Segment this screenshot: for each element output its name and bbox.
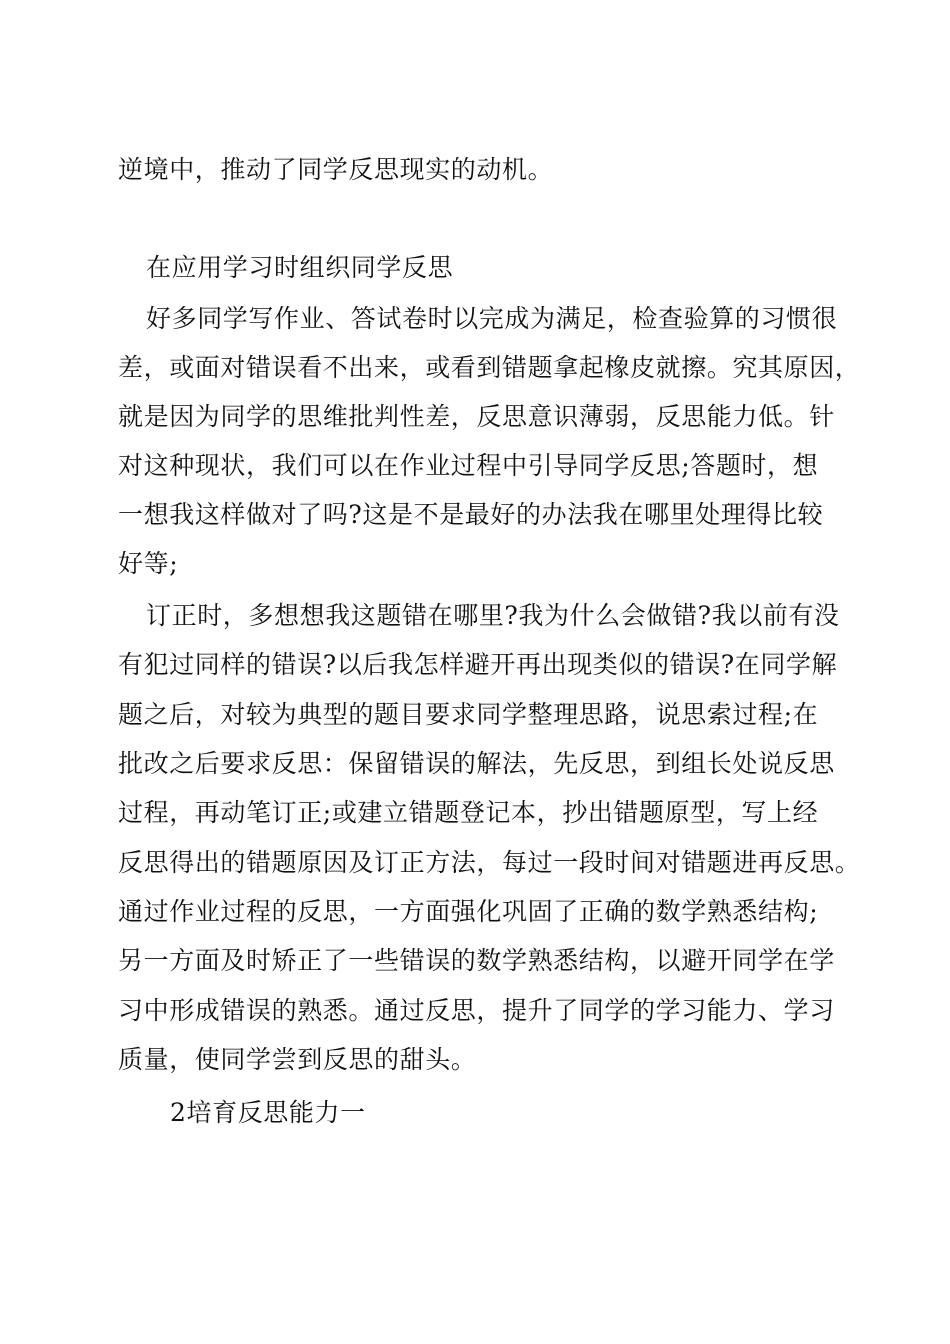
text-line-3: 好多同学写作业、答试卷时以完成为满足，检查验算的习惯很 <box>146 304 838 333</box>
text-line-12: 批改之后要求反思：保留错误的解法，先反思，到组长处说反思 <box>118 749 835 778</box>
text-line-16: 另一方面及时矫正了一些错误的数学熟悉结构，以避开同学在学 <box>118 946 835 975</box>
subsection-heading: 2培育反思能力一 <box>170 1098 366 1127</box>
text-line-1: 逆境中，推动了同学反思现实的动机。 <box>118 155 554 184</box>
text-line-18: 质量，使同学尝到反思的甜头。 <box>118 1045 477 1074</box>
text-line-11: 题之后，对较为典型的题目要求同学整理思路，说思索过程;在 <box>118 700 819 729</box>
text-line-4: 差，或面对错误看不出来，或看到错题拿起橡皮就擦。究其原因， <box>118 353 861 382</box>
section-heading: 在应用学习时组织同学反思 <box>146 253 454 282</box>
text-line-7: 一想我这样做对了吗?这是不是最好的办法我在哪里处理得比较 <box>118 500 824 529</box>
text-line-13: 过程，再动笔订正;或建立错题登记本，抄出错题原型，写上经 <box>118 798 819 827</box>
text-line-9: 订正时，多想想我这题错在哪里?我为什么会做错?我以前有没 <box>146 601 840 630</box>
text-line-10: 有犯过同样的错误?以后我怎样避开再出现类似的错误?在同学解 <box>118 650 838 679</box>
text-line-17: 习中形成错误的熟悉。通过反思，提升了同学的学习能力、学习 <box>118 996 835 1025</box>
text-line-15: 通过作业过程的反思，一方面强化巩固了正确的数学熟悉结构; <box>118 897 819 926</box>
text-line-6: 对这种现状，我们可以在作业过程中引导同学反思;答题时，想 <box>118 451 819 480</box>
text-line-5: 就是因为同学的思维批判性差，反思意识薄弱，反思能力低。针 <box>118 402 835 431</box>
text-line-8: 好等; <box>118 549 179 578</box>
text-line-14: 反思得出的错题原因及订正方法，每过一段时间对错题进再反思。 <box>118 848 861 877</box>
